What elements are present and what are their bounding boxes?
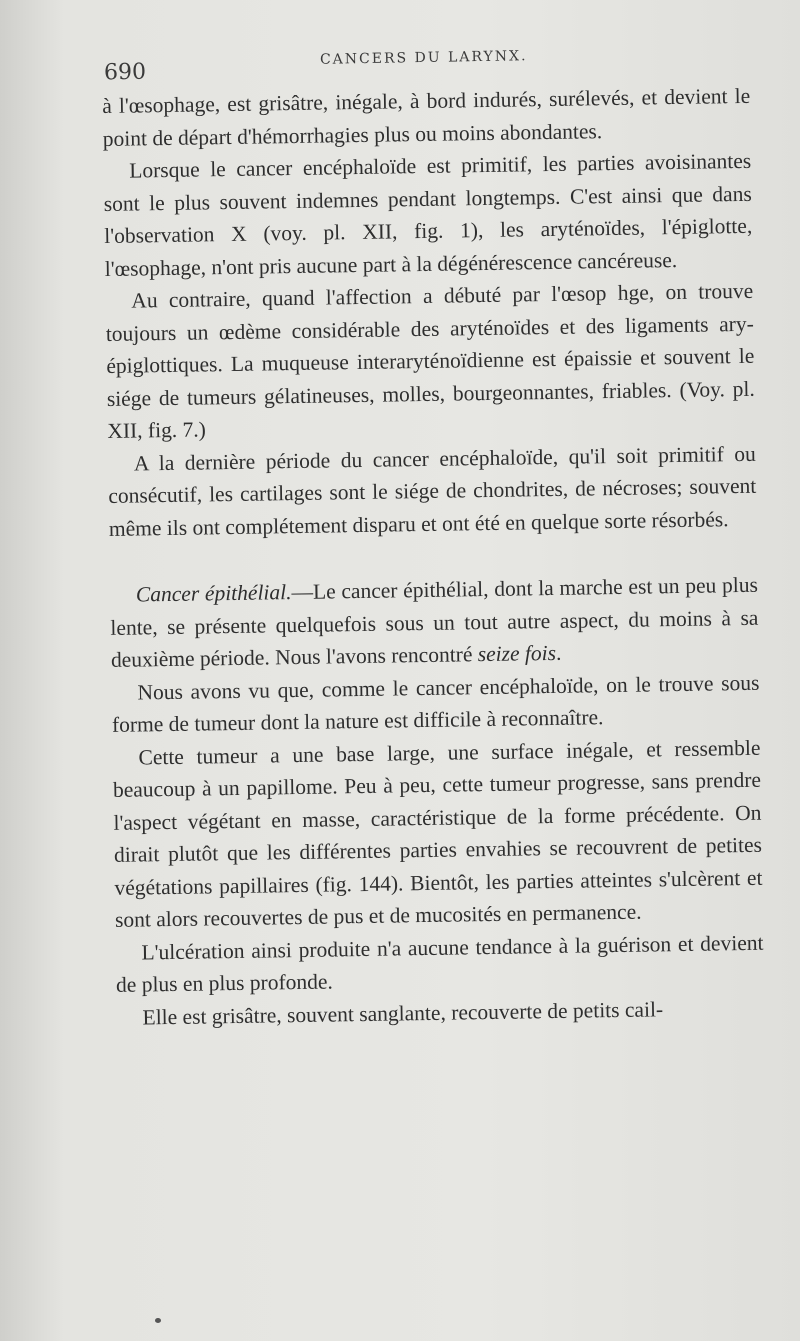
paragraph-continuation: à l'œsophage, est grisâtre, inégale, à bord indurés, surélevés, et devient le point de départ d'hémorrhagies plus ou moins abondantes. [102,83,751,151]
body-text [102,80,765,1034]
section-intro-italic: seize fois [477,640,557,667]
paragraph: A la dernière période du cancer encéphaloïde, qu'il soit primitif ou consécutif, les cartilages sont le siége de chondrites, de nécroses; souvent même ils ont complétement disparu et ont été en quelque sorte résorbés. [108,441,757,541]
paragraph: Elle est grisâtre, souvent sanglante, recouverte de petits cail- [142,996,664,1029]
section-intro-text: Le cancer épithélial, dont la marche est un peu plus lente, se présente quelquefois sous un tout autre aspect, du moins à sa deuxième période. Nous l'avons rencontré [110,572,759,672]
ink-speck [155,1318,161,1323]
page-number: 690 [103,59,147,86]
section-title: Cancer épithélial. [135,580,292,607]
paragraph: Au contraire, quand l'affection a débuté par l'œsop hge, on trouve toujours un œdème considérable des aryténoïdes et des ligaments ary-épiglottiques. La muqueuse interaryténoïdienne est épaissie et souvent le siége de tumeurs gélatineuses, molles, bourgeonnantes, friables. (Voy. pl. XII, fig. 7.) [105,278,755,443]
paragraph: Nous avons vu que, comme le cancer encéphaloïde, on le trouve sous forme de tumeur dont la nature est difficile à reconnaître. [111,670,760,737]
paragraph: L'ulcération ainsi produite n'a aucune tendance à la guérison et devient de plus en plus profonde. [115,930,764,997]
section-paragraph [110,569,759,677]
paragraph: Lorsque le cancer encéphaloïde est primitif, les parties avoisinantes sont le plus souvent indemnes pendant longtemps. C'est ainsi que dans l'observation X (voy. pl. XII, fig. 1), les aryténoïdes, l'épiglotte, l'œsophage, n'ont pris aucune part à la dégénérescence cancéreuse. [103,148,753,281]
section-dash: — [291,579,314,605]
running-head: CANCERS DU LARYNX. [319,48,528,68]
section-intro-end: . [555,640,562,665]
paragraph: Cette tumeur a une base large, une surface inégale, et ressemble beaucoup à un papillome. Peu à peu, cette tumeur progresse, sans prendre l'aspect végétant en masse, caractéristique de la forme précédente. On dirait plutôt que les différentes parties envahies se recouvrent de petites végétations papillaires (fig. 144). Bientôt, les parties atteintes s'ulcèrent et sont alors recouvertes de pus et de mucosités en permanence. [112,735,763,932]
